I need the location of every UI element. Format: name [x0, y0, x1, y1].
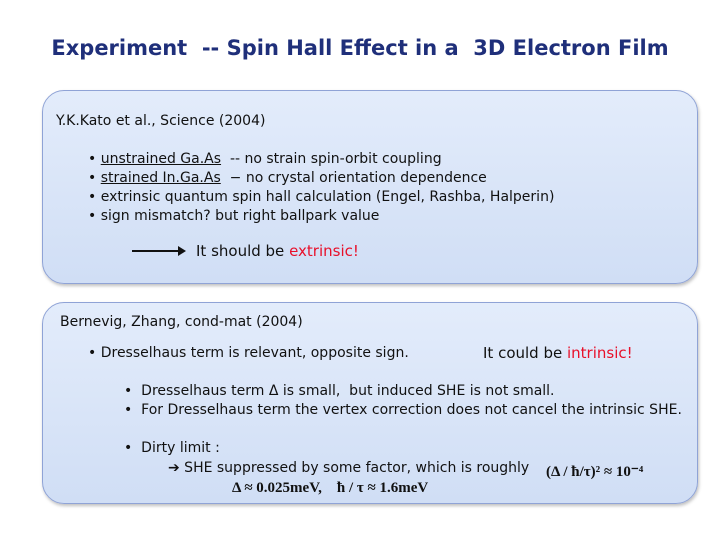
- point-vertex-correction: • For Dresselhaus term the vertex correction does not cancel the intrinsic SHE.: [124, 402, 682, 418]
- bullet-extrinsic-calc: • extrinsic quantum spin hall calculation (Engel, Rashba, Halperin): [88, 189, 555, 205]
- bullet-strained: • strained In.Ga.As − no crystal orientation dependence: [88, 170, 487, 186]
- kato-reference: Y.K.Kato et al., Science (2004): [56, 113, 266, 129]
- formula-values: Δ ≈ 0.025meV, ħ / τ ≈ 1.6meV: [232, 480, 429, 496]
- bullet-sign-mismatch: • sign mismatch? but right ballpark value: [88, 208, 380, 224]
- dirty-limit-result: ➔ SHE suppressed by some factor, which is roughly: [168, 460, 530, 476]
- slide-title: Experiment -- Spin Hall Effect in a 3D Electron Film: [51, 36, 669, 60]
- extrinsic-conclusion: It should be extrinsic!: [196, 242, 359, 260]
- bullet-dresselhaus: • Dresselhaus term is relevant, opposite sign.: [88, 345, 409, 361]
- intrinsic-conclusion: It could be intrinsic!: [483, 344, 633, 362]
- bullet-unstrained: • unstrained Ga.As -- no strain spin-orbit coupling: [88, 151, 442, 167]
- formula-ratio: (Δ / ħ/τ)² ≈ 10⁻⁴: [546, 464, 644, 480]
- point-dirty-limit: • Dirty limit :: [124, 440, 220, 456]
- point-dresselhaus-small: • Dresselhaus term Δ is small, but induced SHE is not small.: [124, 383, 555, 399]
- right-arrow-icon: [132, 250, 184, 252]
- bernevig-reference: Bernevig, Zhang, cond-mat (2004): [60, 314, 303, 330]
